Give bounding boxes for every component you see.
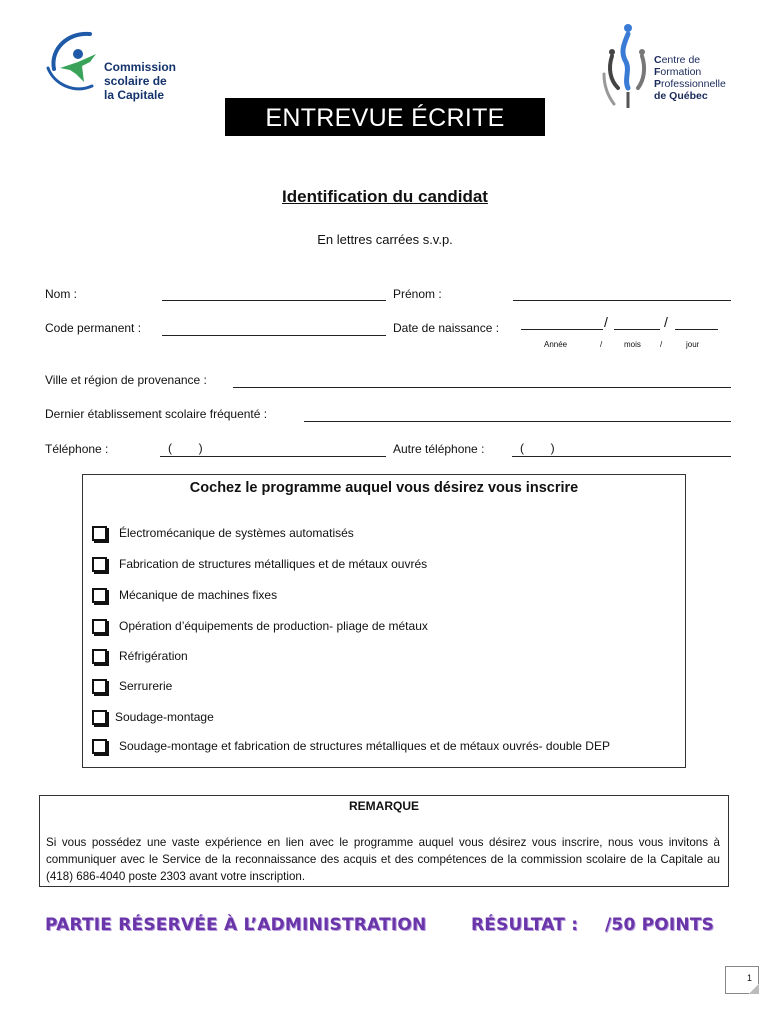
checkbox-icon[interactable] (92, 588, 107, 603)
cfp-quebec-logo-text (654, 54, 726, 102)
date-separator: / (604, 314, 608, 330)
annee-hint: Année (544, 340, 568, 349)
nom-field[interactable] (162, 300, 386, 301)
checkbox-icon[interactable] (92, 679, 107, 694)
page-title: ENTREVUE ÉCRITE (225, 98, 545, 136)
logo-line: scolaire de (104, 74, 167, 88)
remark-title: REMARQUE (348, 799, 419, 813)
logo-line: de Québec (654, 90, 708, 102)
date-hint-separator: / (660, 340, 663, 349)
date-naissance-label: Date de naissance : (393, 321, 500, 335)
annee-field[interactable] (521, 329, 603, 330)
admin-reserved-heading: PARTIE RÉSERVÉE À L’ADMINISTRATION (45, 915, 427, 935)
cfp-quebec-logo-icon (598, 22, 658, 112)
checkbox-icon[interactable] (92, 619, 107, 634)
program-option-label: Opération d’équipements de production- pliage de métaux (119, 619, 428, 633)
program-option-label: Soudage-montage (115, 710, 214, 724)
etablissement-field[interactable] (304, 421, 731, 422)
subtitle: En lettres carrées s.v.p. (317, 232, 453, 247)
page-number: 1 (725, 966, 759, 994)
date-hint-separator: / (600, 340, 603, 349)
ville-field[interactable] (233, 387, 731, 388)
program-option-label: Soudage-montage et fabrication de structures métalliques et de métaux ouvrés- double DEP (119, 739, 610, 753)
checkbox-icon[interactable] (92, 557, 107, 572)
logo-line: Commission (104, 60, 177, 74)
program-option[interactable] (92, 524, 354, 542)
code-permanent-label: Code permanent : (45, 321, 142, 335)
autre-telephone-label: Autre téléphone : (393, 442, 485, 456)
program-option-label: Électromécanique de systèmes automatisés (119, 526, 354, 540)
logo-line: Formation (654, 66, 702, 78)
prenom-label: Prénom : (393, 287, 442, 301)
ville-label: Ville et région de provenance : (45, 373, 207, 387)
program-option[interactable] (92, 617, 428, 635)
checkbox-icon[interactable] (92, 526, 107, 541)
etablissement-label: Dernier établissement scolaire fréquenté : (45, 407, 268, 421)
logo-line: Centre de (654, 54, 701, 66)
checkbox-icon[interactable] (92, 710, 107, 725)
program-option[interactable] (92, 555, 427, 573)
program-option-label: Serrurerie (119, 679, 173, 693)
date-separator: / (664, 314, 668, 330)
program-option[interactable] (92, 677, 172, 695)
autre-telephone-field[interactable] (512, 456, 731, 457)
program-option-label: Réfrigération (119, 649, 188, 663)
remark-text: Si vous possédez une vaste expérience en lien avec le programme auquel vous désirez vous inscrire, nous vous invitons à communiquer avec le Service de la reconnaissance des acquis et des compétences de la commission scolaire de la Capitale au (418) 686-4040 poste 2303 avant votre inscription. (46, 836, 720, 883)
checkbox-icon[interactable] (92, 649, 107, 664)
code-permanent-field[interactable] (162, 335, 386, 336)
telephone-label: Téléphone : (45, 442, 109, 456)
commission-scolaire-logo-text (104, 60, 176, 102)
jour-field[interactable] (675, 329, 718, 330)
section-title: Identification du candidat (282, 187, 488, 206)
program-option[interactable] (92, 708, 214, 726)
program-option-label: Fabrication de structures métalliques et de métaux ouvrés (119, 557, 428, 571)
program-option[interactable] (92, 737, 610, 755)
telephone-area-code: ( ) (168, 441, 203, 455)
program-option[interactable] (92, 586, 277, 604)
mois-field[interactable] (614, 329, 660, 330)
jour-hint: jour (686, 340, 700, 349)
nom-label: Nom : (45, 287, 78, 301)
logo-line: la Capitale (104, 88, 165, 102)
prenom-field[interactable] (513, 300, 731, 301)
logo-line: Professionnelle (654, 78, 726, 90)
program-option-label: Mécanique de machines fixes (119, 588, 278, 602)
checkbox-icon[interactable] (92, 739, 107, 754)
mois-hint: mois (624, 340, 641, 349)
program-option[interactable] (92, 647, 188, 665)
resultat-label: RÉSULTAT : (471, 915, 579, 935)
autre-telephone-area-code: ( ) (520, 441, 555, 455)
page-fold-icon (749, 984, 759, 994)
telephone-field[interactable] (160, 456, 386, 457)
program-selection-title: Cochez le programme auquel vous désirez vous inscrire (189, 480, 579, 496)
points-label: /50 POINTS (605, 915, 715, 935)
